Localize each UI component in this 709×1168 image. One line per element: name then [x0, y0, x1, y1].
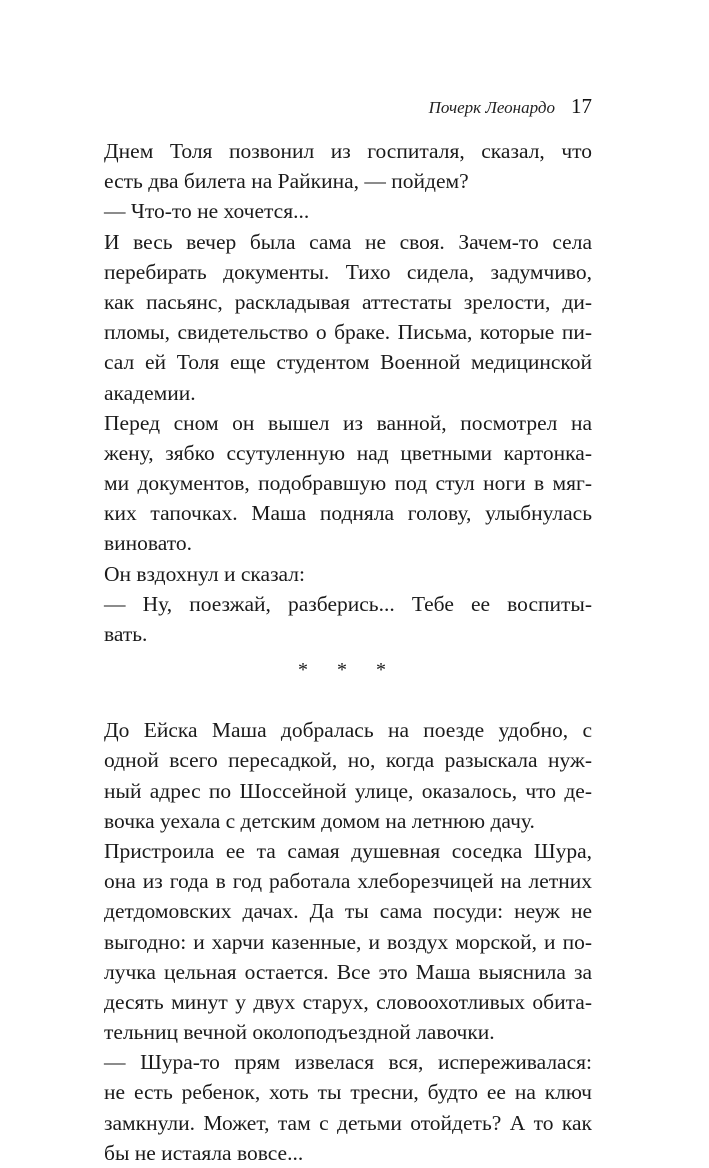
text-line: не есть ребенок, хоть ты тресни, будто ее на ключ [104, 1080, 592, 1105]
text-line: вать. [104, 622, 148, 646]
text-line: Днем Толя позвонил из госпиталя, сказал, что [104, 139, 592, 163]
section-separator: * * * [298, 659, 398, 682]
text-line: ми документов, подобравшую под стул ноги в мяг- [104, 471, 592, 496]
text-line: академии. [104, 380, 196, 405]
text-line: Пристроила ее та самая душевная соседка Шура, [104, 838, 592, 863]
text-line: — Шура-то прям извелася вся, испереживалася: [104, 1050, 592, 1075]
text-line: есть два билета на Райкина, — пойдем? [104, 169, 469, 194]
text-line: жену, зябко ссутуленную над цветными картонка- [104, 440, 592, 465]
text-line: она из года в год работала хлеборезчицей на летних [104, 869, 592, 894]
text-line: замкнули. Может, там с детьми отойдеть? А то как [104, 1110, 592, 1135]
text-line: тельниц вечной околоподъездной лавочки. [104, 1020, 495, 1045]
text-line: вочка уехала с детским домом на летнюю дачу. [104, 808, 535, 833]
text-line: пломы, свидетельство о браке. Письма, которые пи- [104, 320, 592, 345]
text-line: — Что-то не хочется... [104, 199, 310, 224]
text-line: как пасьянс, раскладывая аттестаты зрелости, ди- [104, 289, 592, 314]
text-line: выгодно: и харчи казенные, и воздух морской, и по- [104, 929, 592, 954]
text-line: И весь вечер была сама не своя. Зачем-то села [104, 229, 592, 254]
text-line: — Ну, поезжай, разберись... Тебе ее воспиты- [104, 591, 592, 616]
text-line: До Ейска Маша добралась на поезде удобно, с [104, 718, 592, 743]
text-line: перебирать документы. Тихо сидела, задумчиво, [104, 259, 592, 284]
text-line: Перед сном он вышел из ванной, посмотрел на [104, 410, 592, 435]
page-number: 17 [571, 94, 592, 118]
text-line: ких тапочках. Маша подняла голову, улыбнулась [104, 501, 592, 526]
text-line: виновато. [104, 531, 193, 556]
text-line: десять минут у двух старух, словоохотливых обита- [104, 989, 592, 1014]
text-line: сал ей Толя еще студентом Военной медицинской [104, 350, 592, 375]
text-line: Он вздохнул и сказал: [104, 561, 305, 586]
paragraph-group-b [104, 715, 592, 1168]
text-line: одной всего пересадкой, но, когда разыскала нуж- [104, 748, 592, 773]
running-title: Почерк Леонардо [428, 98, 555, 117]
running-head [104, 94, 592, 119]
text-block [104, 136, 592, 1168]
paragraph-group-a [104, 136, 592, 649]
text-line: лучка цельная остается. Все это Маша выяснила за [104, 959, 592, 984]
text-line: детдомовских дачах. Да ты сама посуди: неуж не [104, 899, 592, 924]
text-line: бы не истаяла вовсе... [104, 1140, 304, 1165]
text-line: ный адрес по Шоссейной улице, оказалось, что де- [104, 778, 592, 803]
